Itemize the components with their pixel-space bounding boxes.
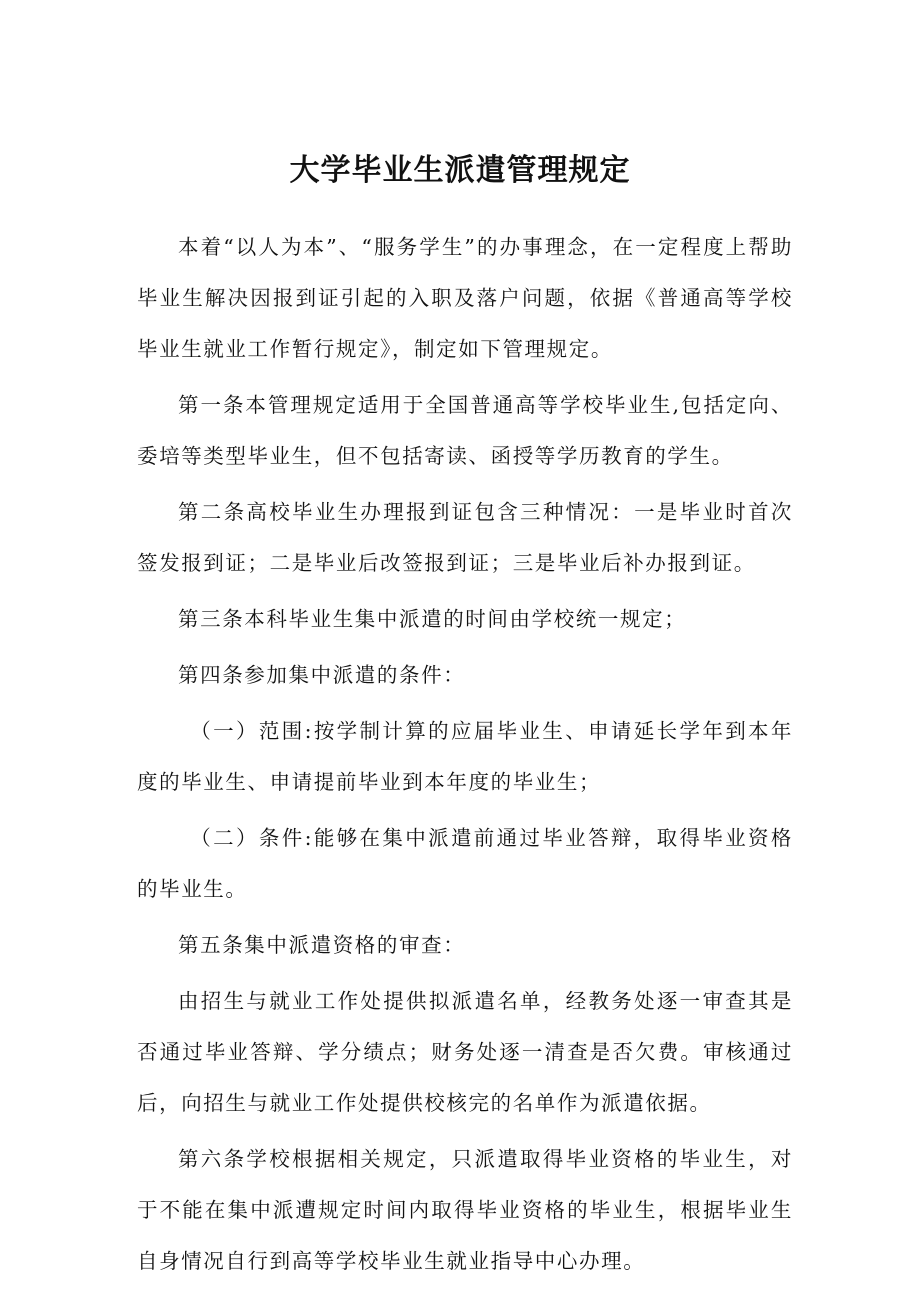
document-title: 大学毕业生派遣管理规定 (289, 153, 631, 188)
article-4-paragraph: 第四条参加集中派遣的条件： (178, 663, 466, 687)
article-3-paragraph: 第三条本科毕业生集中派遣的时间由学校统一规定； (178, 607, 687, 631)
article-5-detail-paragraph: 由招生与就业工作处提供拟派遣名单，经教务处逐一审查其是否通过毕业答辩、学分绩点；财务处逐一清查是否欠费。审核通过后，向招生与就业工作处提供校核完的名单作为派遣依据。 (137, 989, 793, 1115)
intro-paragraph: 本着“以人为本”、“服务学生”的办事理念，在一定程度上帮助毕业生解决因报到证引起的入职及落户问题，依据《普通高等学校毕业生就业工作暂行规定》，制定如下管理规定。 (137, 235, 793, 361)
article-5-paragraph: 第五条集中派遣资格的审查： (178, 933, 466, 957)
article-6-paragraph: 第六条学校根据相关规定，只派遣取得毕业资格的毕业生，对于不能在集中派遭规定时间内取得毕业资格的毕业生，根据毕业生自身情况自行到高等学校毕业生就业指导中心办理。 (137, 1147, 793, 1273)
article-4-condition-paragraph: （二）条件:能够在集中派遣前通过毕业答辩，取得毕业资格的毕业生。 (137, 826, 793, 901)
article-1-paragraph: 第一条本管理规定适用于全国普通高等学校毕业生,包括定向、委培等类型毕业生，但不包括寄读、函授等学历教育的学生。 (137, 393, 793, 468)
article-4-scope-paragraph: （一）范围:按学制计算的应届毕业生、申请延长学年到本年度的毕业生、申请提前毕业到本年度的毕业生； (137, 719, 793, 794)
article-2-paragraph: 第二条高校毕业生办理报到证包含三种情况：一是毕业时首次签发报到证；二是毕业后改签报到证；三是毕业后补办报到证。 (137, 500, 793, 575)
document-body (137, 222, 793, 1292)
